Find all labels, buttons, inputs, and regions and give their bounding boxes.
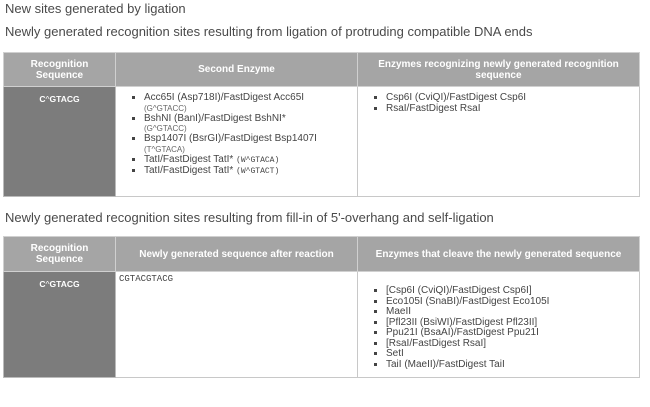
recognition-sequence-cell <box>4 87 116 197</box>
list-item: ▪ [Csp6I (CviQI)/FastDigest Csp6I] <box>386 286 638 297</box>
list-item: ▪ Csp6I (CviQI)/FastDigest Csp6I <box>386 93 638 104</box>
seq-prefix: C <box>39 94 46 104</box>
header-recognition-sequence: Recognition Sequence <box>4 53 116 87</box>
new-sequence: CGTACGTACG <box>119 274 174 284</box>
list-item: ▪ TaiI (MaeII)/FastDigest TaiI <box>386 360 638 371</box>
seq-prefix: C <box>39 279 46 289</box>
header-enzymes-cleave: Enzymes that cleave the newly generated sequence <box>358 237 640 272</box>
table-header-row <box>4 237 640 272</box>
enzymes-recognizing-cell <box>358 87 640 197</box>
header-second-enzyme: Second Enzyme <box>116 53 358 87</box>
second-enzyme-list <box>117 93 356 178</box>
seq-suffix: GTACG <box>49 279 80 289</box>
enzyme-site: (W^GTACA) <box>236 155 280 165</box>
second-enzyme-cell <box>116 87 358 197</box>
enzyme-name: Bsp1407I (BsrGI)/FastDigest Bsp1407I <box>144 133 317 144</box>
list-item: ▪ RsaI/FastDigest RsaI <box>386 104 638 115</box>
seq-suffix: GTACG <box>49 94 80 104</box>
list-item: ▪ MaeII <box>386 307 638 318</box>
table-header-row <box>4 53 640 87</box>
enzymes-cleave-cell <box>358 272 640 378</box>
list-item <box>144 93 356 114</box>
enzyme-name: BshNI (BanI)/FastDigest BshNI* <box>144 112 286 124</box>
section2-caption: Newly generated recognition sites resulting from fill-in of 5'-overhang and self-ligation <box>5 210 494 225</box>
enzymes-recognizing-list <box>359 93 638 114</box>
list-item: ▪ Ppu21I (BsaAI)/FastDigest Ppu21I <box>386 328 638 339</box>
page-title: New sites generated by ligation <box>5 1 186 16</box>
enzyme-site: (G^GTACC) <box>144 124 187 133</box>
recognition-sequence-cell <box>4 272 116 378</box>
enzyme-site: (T^GTACA) <box>144 144 185 154</box>
cut-mark: ^ <box>45 94 50 104</box>
list-item: ▪ [Pfl23II (BsiWI)/FastDigest Pfl23II] <box>386 318 638 329</box>
list-item <box>144 134 356 155</box>
enzyme-name: Acc65I (Asp718I)/FastDigest Acc65I <box>144 92 305 103</box>
ligation-table <box>3 52 640 197</box>
enzyme-name: TatI/FastDigest TatI* <box>144 153 234 165</box>
header-recognition-sequence: Recognition Sequence <box>4 237 116 272</box>
header-enzymes-recognizing: Enzymes recognizing newly generated recognition sequence <box>358 53 640 87</box>
enzyme-name: TatI/FastDigest TatI* <box>144 165 234 176</box>
table-row <box>4 272 640 378</box>
enzyme-site: (G^GTACC) <box>144 103 187 113</box>
list-item <box>144 114 356 135</box>
enzymes-cleave-list <box>359 286 638 370</box>
list-item: ▪ SetI <box>386 349 638 360</box>
list-item: ▪ [RsaI/FastDigest RsaI] <box>386 339 638 350</box>
list-item: ▪ Eco105I (SnaBI)/FastDigest Eco105I <box>386 297 638 308</box>
enzyme-site: (W^GTACT) <box>236 167 280 176</box>
section1-caption: Newly generated recognition sites resulting from ligation of protruding compatible DNA ends <box>5 24 533 39</box>
cut-mark: ^ <box>45 279 50 289</box>
fill-in-table <box>3 236 640 378</box>
table-row <box>4 87 640 197</box>
list-item <box>144 166 356 178</box>
header-new-sequence: Newly generated sequence after reaction <box>116 237 358 272</box>
new-sequence-cell <box>116 272 358 378</box>
